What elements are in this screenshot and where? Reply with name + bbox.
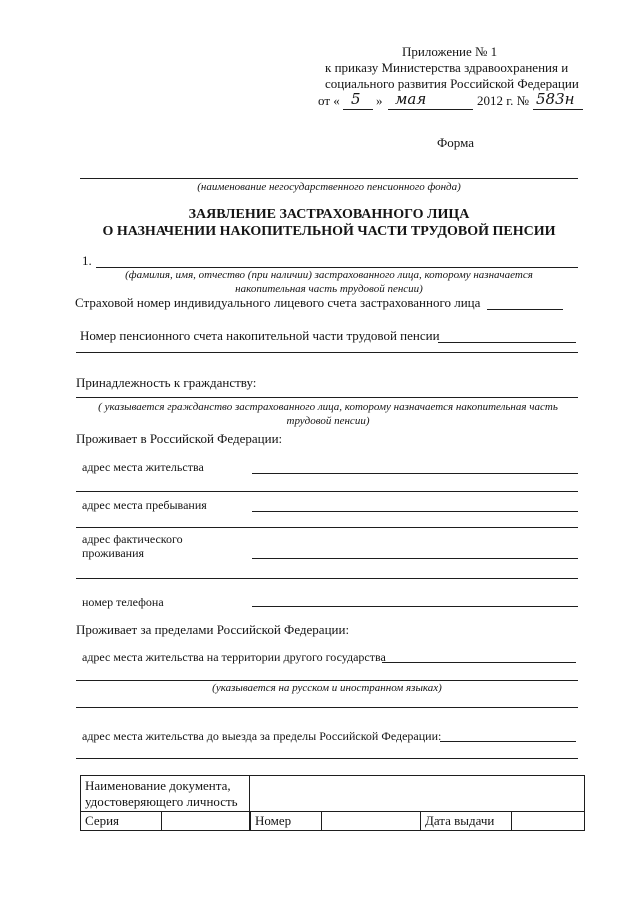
table-row	[81, 776, 585, 812]
actual-address-field	[252, 558, 578, 559]
issue-date-value[interactable]	[512, 812, 585, 831]
order-number-underline	[533, 109, 583, 110]
snils-field	[487, 309, 563, 310]
title-line-2: О НАЗНАЧЕНИИ НАКОПИТЕЛЬНОЙ ЧАСТИ ТРУДОВОЙ ПЕНСИИ	[102, 224, 556, 239]
language-caption: (указывается на русском и иностранном языках)	[212, 682, 442, 694]
foreign-address-field-3	[76, 707, 578, 708]
identity-document-table	[80, 775, 585, 831]
snils-label: Страховой номер индивидуального лицевого счета застрахованного лица	[75, 295, 481, 310]
full-name-caption-2: накопительная часть трудовой пенсии)	[235, 283, 423, 295]
phone-label: номер телефона	[82, 595, 164, 609]
section-number: 1.	[82, 253, 92, 268]
pension-account-label: Номер пенсионного счета накопительной части трудовой пенсии	[80, 328, 440, 343]
citizenship-caption-2: трудовой пенсии)	[286, 415, 370, 427]
residence-address-label: адрес места жительства	[82, 460, 204, 474]
pension-account-field	[438, 342, 576, 343]
residence-address-field-2	[76, 491, 578, 492]
residence-address-field	[252, 473, 578, 474]
doc-name-cell	[81, 776, 250, 812]
citizenship-label: Принадлежность к гражданству:	[76, 375, 257, 390]
fund-caption	[80, 181, 578, 193]
date-day-underline	[343, 109, 373, 110]
citizenship-field	[76, 397, 578, 398]
stay-address-field	[252, 511, 578, 512]
foreign-address-field-2	[76, 680, 578, 681]
actual-address-field-2	[76, 578, 578, 579]
full-name-caption-1: (фамилия, имя, отчество (при наличии) застрахованного лица, которому назначается	[125, 269, 533, 281]
number-value[interactable]	[322, 812, 421, 831]
doc-name-label-1: Наименование документа,	[85, 778, 231, 793]
date-prefix: от «	[318, 93, 340, 108]
number-label: Номер	[251, 812, 322, 831]
before-departure-field	[440, 741, 576, 742]
issue-date-label: Дата выдачи	[421, 812, 512, 831]
order-number-handwritten: 583н	[536, 90, 575, 108]
abroad-label: Проживает за пределами Российской Федерации:	[76, 622, 350, 637]
before-departure-field-2	[76, 758, 578, 759]
doc-name-value[interactable]	[250, 776, 585, 812]
date-month-underline	[388, 109, 473, 110]
series-value[interactable]	[162, 812, 250, 831]
order-line-1: к приказу Министерства здравоохранения и	[325, 60, 569, 75]
date-day-handwritten: 5	[351, 90, 361, 108]
before-departure-label: адрес места жительства до выезда за пределы Российской Федерации:	[82, 729, 442, 743]
series-label: Серия	[81, 812, 162, 831]
date-month-handwritten: мая	[395, 90, 427, 108]
phone-field	[252, 606, 578, 607]
foreign-address-label: адрес места жительства на территории другого государства	[82, 650, 386, 664]
form-label: Форма	[437, 135, 474, 150]
stay-address-field-2	[76, 527, 578, 528]
actual-address-label-1: адрес фактического	[82, 532, 183, 546]
doc-name-label-2: удостоверяющего личность	[85, 794, 238, 809]
fund-caption-text: (наименование негосударственного пенсионного фонда)	[197, 181, 461, 193]
stay-address-label: адрес места пребывания	[82, 498, 207, 512]
in-rf-label: Проживает в Российской Федерации:	[76, 431, 283, 446]
actual-address-label-2: проживания	[82, 546, 145, 560]
table-row	[81, 812, 585, 831]
order-line-2: социального развития Российской Федерации	[325, 76, 579, 91]
annex-label: Приложение № 1	[402, 44, 498, 59]
full-name-field	[96, 267, 578, 268]
fund-name-field	[80, 178, 578, 179]
citizenship-caption-1: ( указывается гражданство застрахованного лица, которому назначается накопительная часть	[98, 401, 558, 413]
date-year: 2012 г. №	[477, 93, 530, 108]
section-divider-1	[76, 352, 578, 353]
date-mid: »	[376, 93, 383, 108]
title-line-1: ЗАЯВЛЕНИЕ ЗАСТРАХОВАННОГО ЛИЦА	[188, 207, 470, 222]
foreign-address-field	[382, 662, 576, 663]
